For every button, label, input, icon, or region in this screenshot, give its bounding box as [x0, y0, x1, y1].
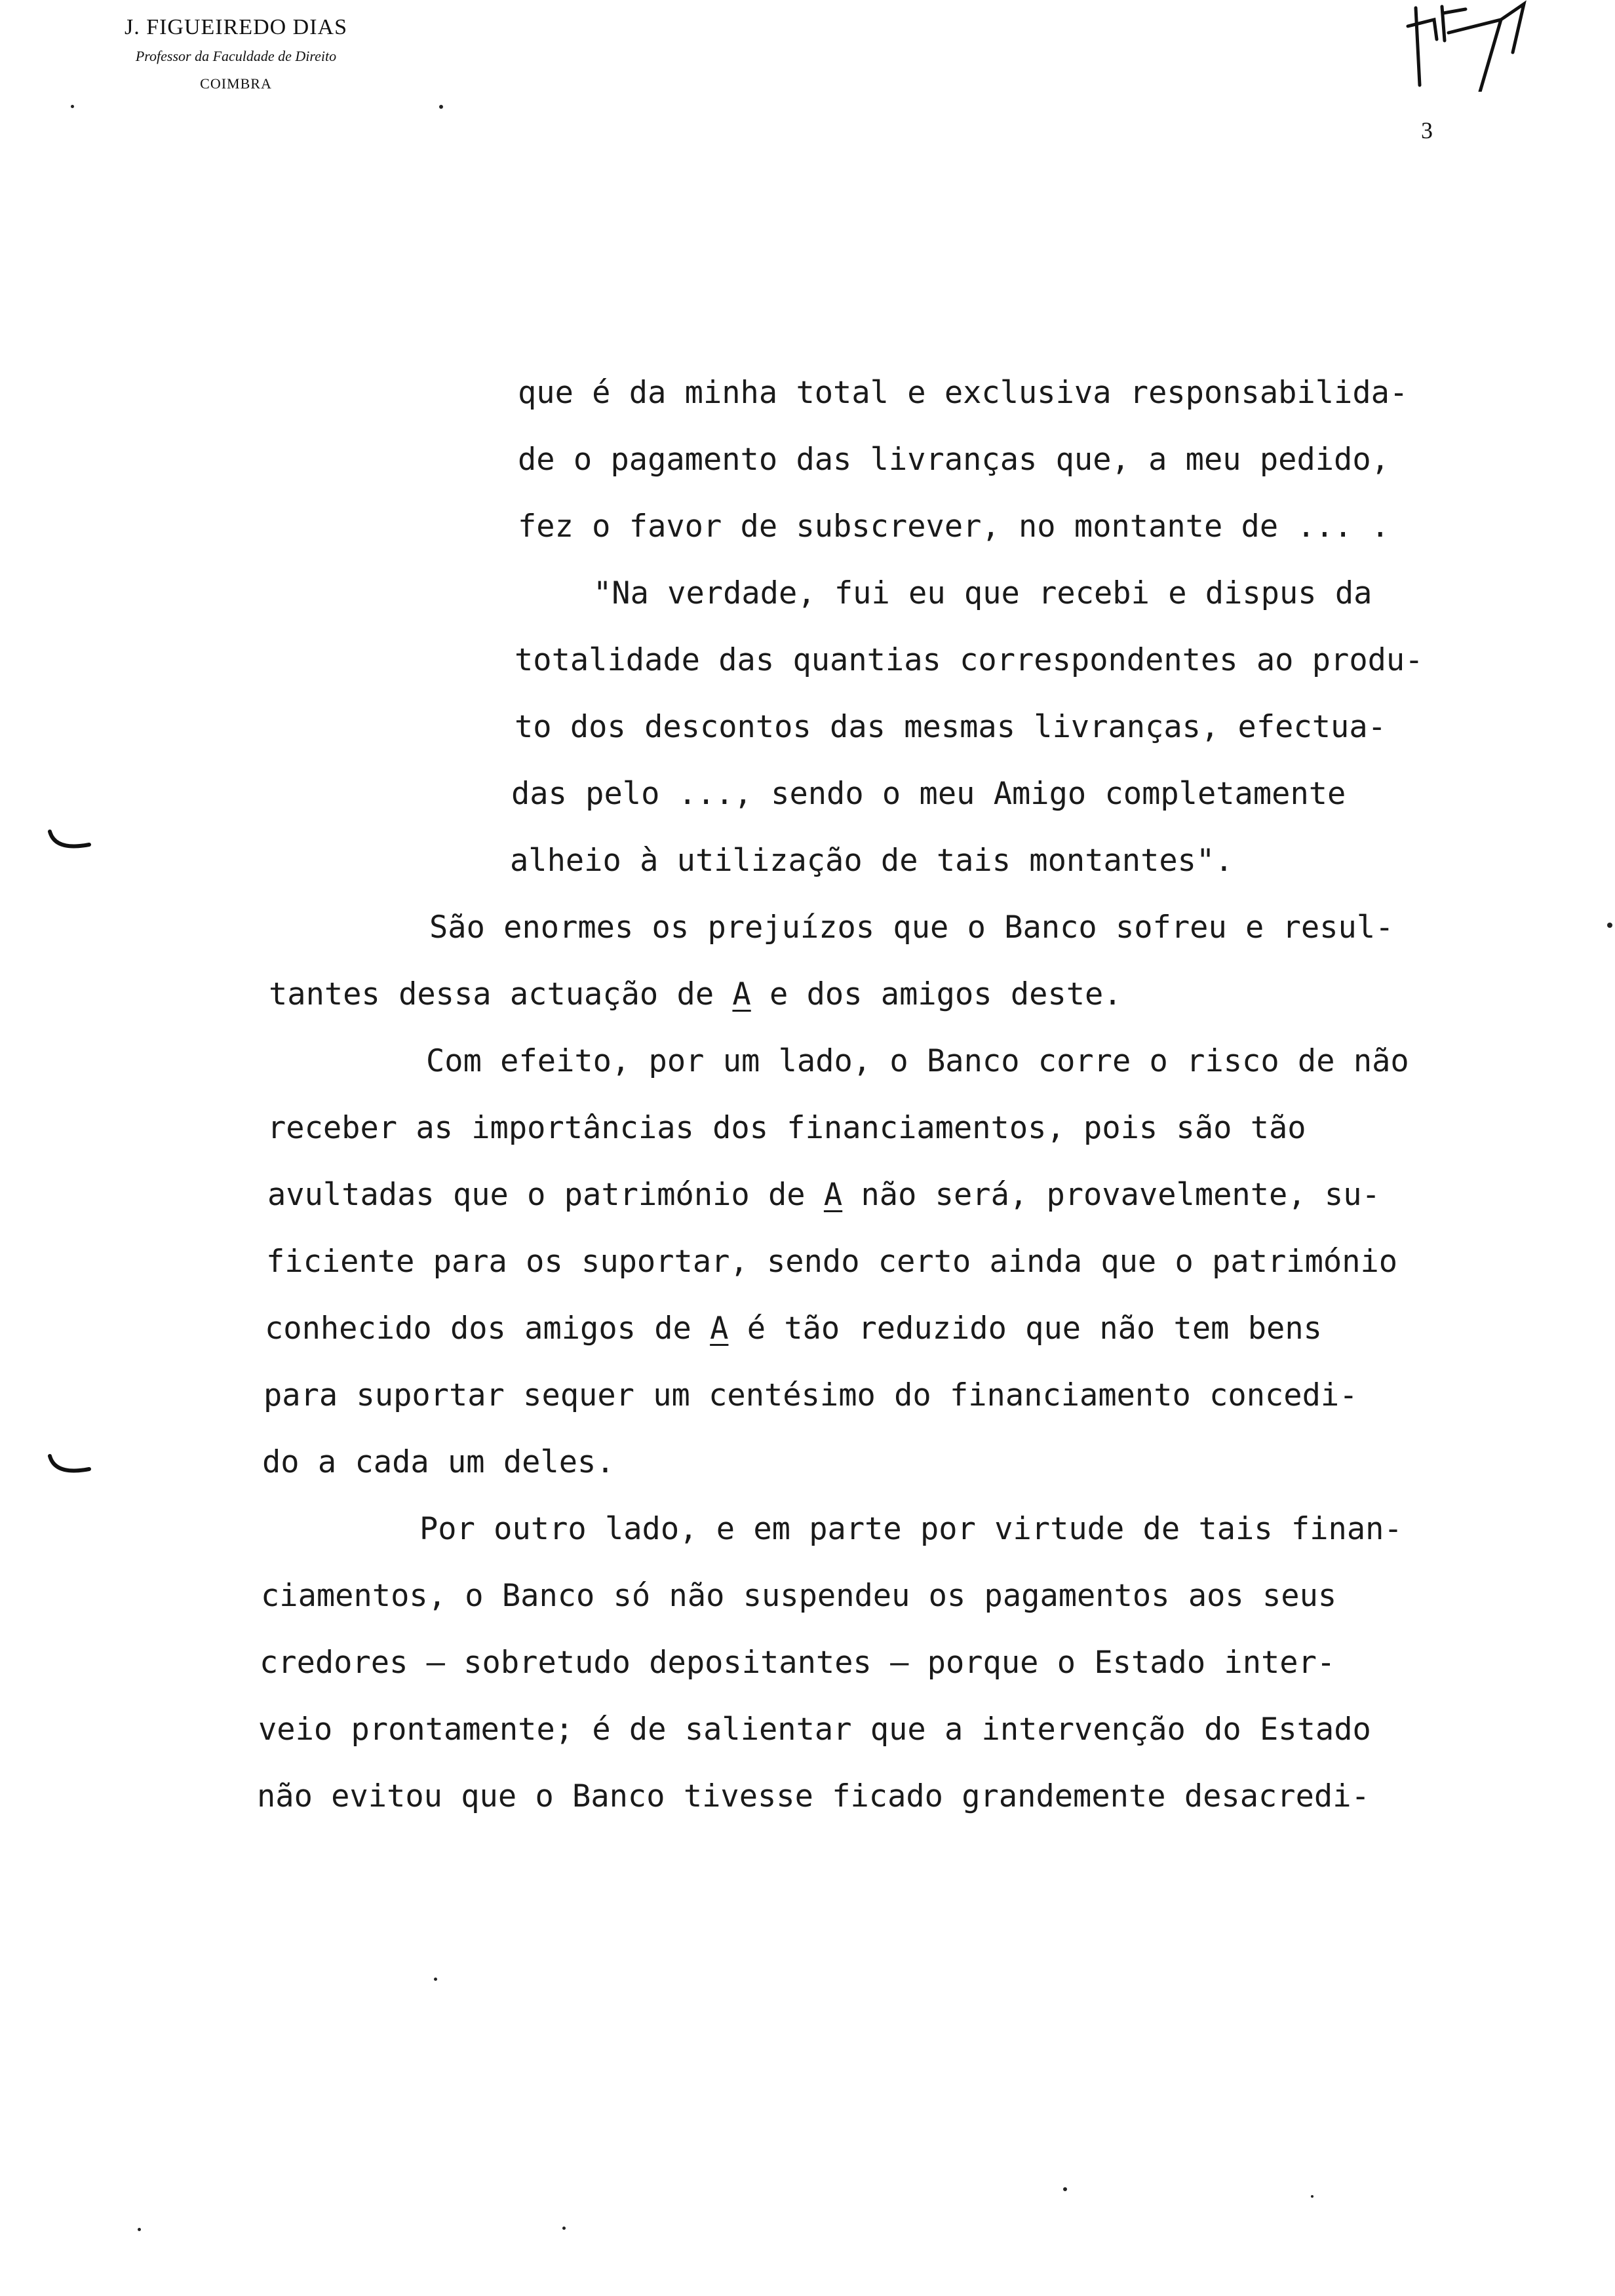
- scan-speck: [1063, 2187, 1067, 2191]
- text-line: tantes dessa actuação de A e dos amigos deste.: [269, 976, 1122, 1012]
- text-line: Com efeito, por um lado, o Banco corre o risco de não: [426, 1043, 1409, 1079]
- text-line: receber as importâncias dos financiamentos, pois são tão: [267, 1110, 1306, 1146]
- text-line: veio prontamente; é de salientar que a intervenção do Estado: [258, 1712, 1371, 1748]
- text-line: "Na verdade, fui eu que recebi e dispus da: [593, 575, 1372, 611]
- text-line: to dos descontos das mesmas livranças, efectua-: [515, 709, 1386, 745]
- letterhead-city: COIMBRA: [200, 75, 272, 92]
- text-line: não evitou que o Banco tivesse ficado grandemente desacredi-: [257, 1778, 1370, 1814]
- party-a-label: A: [823, 1177, 843, 1213]
- handwritten-archive-number: [1403, 0, 1534, 92]
- scan-speck: [138, 2228, 141, 2231]
- text-line: ciamentos, o Banco só não suspendeu os pagamentos aos seus: [261, 1578, 1337, 1614]
- text-line: Por outro lado, e em parte por virtude de tais finan-: [419, 1511, 1403, 1547]
- text-line: alheio à utilização de tais montantes".: [510, 843, 1234, 879]
- text-line: conhecido dos amigos de A é tão reduzido que não tem bens: [265, 1311, 1322, 1347]
- scan-speck: [434, 1978, 437, 1981]
- text-line: ficiente para os suportar, sendo certo ainda que o património: [266, 1244, 1398, 1280]
- scan-speck: [1607, 923, 1612, 928]
- text-line: para suportar sequer um centésimo do financiamento concedi-: [263, 1377, 1358, 1413]
- text-line: fez o favor de subscrever, no montante de ... .: [518, 508, 1390, 545]
- text-line: avultadas que o património de A não será, provavelmente, su-: [267, 1177, 1380, 1213]
- letterhead-name: J. FIGUEIREDO DIAS: [124, 15, 348, 39]
- scan-speck: [71, 105, 74, 108]
- hole-punch-mark: [46, 1453, 98, 1480]
- letterhead-title: Professor da Faculdade de Direito: [135, 48, 337, 64]
- scan-speck: [439, 105, 443, 109]
- scan-speck: [1311, 2195, 1313, 2198]
- party-a-label: A: [710, 1311, 729, 1347]
- text-line: totalidade das quantias correspondentes ao produ-: [515, 642, 1424, 678]
- scan-speck: [562, 2227, 566, 2230]
- text-line: credores — sobretudo depositantes — porque o Estado inter-: [260, 1645, 1336, 1681]
- text-line: São enormes os prejuízos que o Banco sofreu e resul-: [429, 909, 1394, 946]
- text-line: de o pagamento das livranças que, a meu pedido,: [518, 442, 1390, 478]
- text-line: que é da minha total e exclusiva responsabilida-: [518, 375, 1409, 411]
- hole-punch-mark: [46, 829, 98, 855]
- page-number: 3: [1421, 117, 1433, 144]
- text-line: das pelo ..., sendo o meu Amigo completamente: [511, 776, 1346, 812]
- text-line: do a cada um deles.: [262, 1444, 615, 1480]
- letterhead: [66, 12, 406, 98]
- party-a-label: A: [732, 976, 751, 1012]
